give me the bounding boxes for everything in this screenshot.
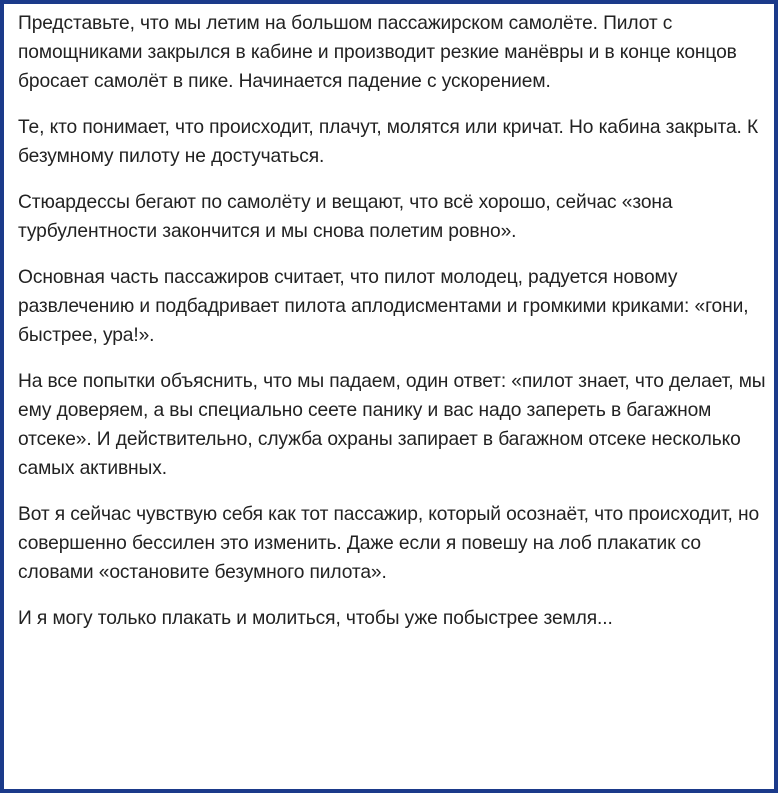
post-paragraph-2: Те, кто понимает, что происходит, плачут, молятся или кричат. Но кабина закрыта. К безумному пилоту не достучаться. xyxy=(18,117,759,167)
post-paragraph-7: И я могу только плакать и молиться, чтобы уже побыстрее земля... xyxy=(18,608,613,629)
post-paragraph-5: На все попытки объяснить, что мы падаем, один ответ: «пилот знает, что делает, мы ему доверяем, а вы специально сеете панику и вас надо запереть в багажном отсеке». И действительно, служба охраны запирает в багажном отсеке несколько самых активных. xyxy=(18,371,766,479)
post-paragraph-3: Стюардессы бегают по самолёту и вещают, что всё хорошо, сейчас «зона турбулентности закончится и мы снова полетим ровно». xyxy=(18,192,673,242)
post-paragraph-4: Основная часть пассажиров считает, что пилот молодец, радуется новому развлечению и подбадривает пилота аплодисментами и громкими криками: «гони, быстрее, ура!». xyxy=(18,267,749,346)
post-body xyxy=(18,9,776,650)
post-paragraph-1: Представьте, что мы летим на большом пассажирском самолёте. Пилот с помощниками закрылся в кабине и производит резкие манёвры и в конце концов бросает самолёт в пике. Начинается падение с ускорением. xyxy=(18,13,737,92)
post-paragraph-6: Вот я сейчас чувствую себя как тот пассажир, который осознаёт, что происходит, но совершенно бессилен это изменить. Даже если я повешу на лоб плакатик со словами «остановите безумного пилота». xyxy=(18,504,760,583)
